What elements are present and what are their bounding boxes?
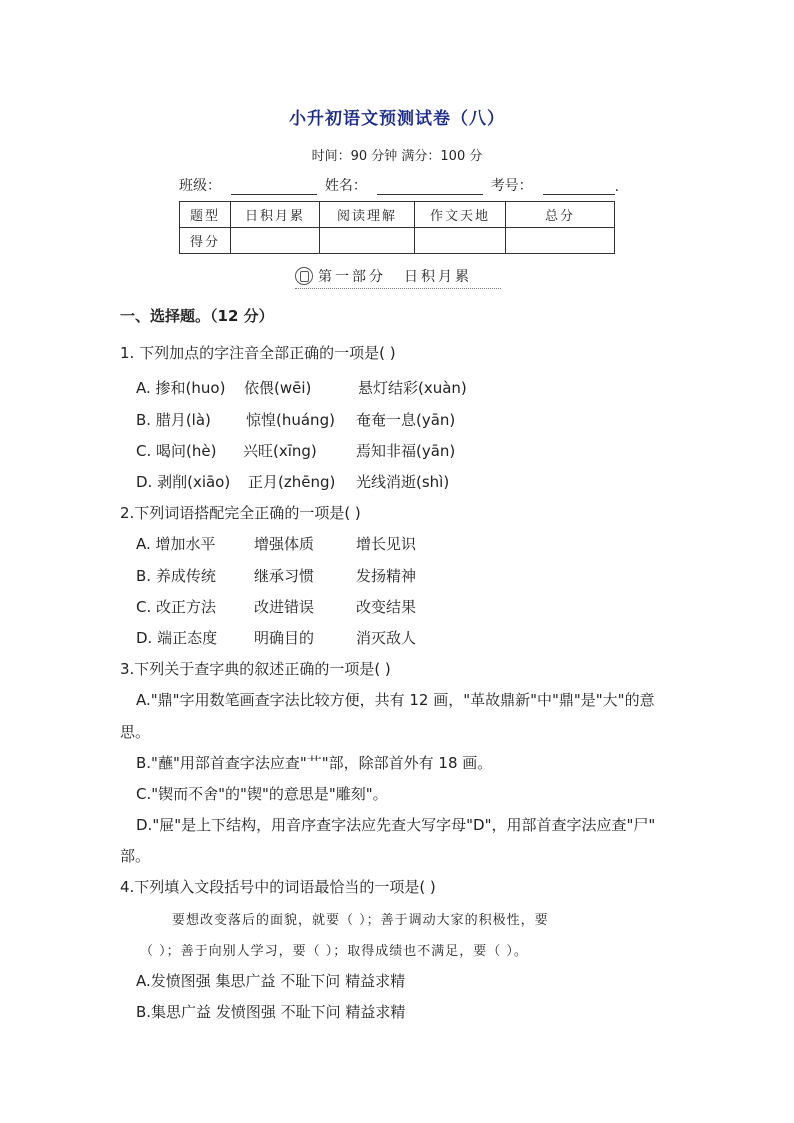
- part-number: 第一部分: [318, 268, 386, 285]
- exam-title: 小升初语文预测试卷（八）: [289, 109, 505, 129]
- name-label: 姓名：: [324, 178, 367, 194]
- q2-option-d: [136, 627, 416, 648]
- score-header-cell: 作文天地: [415, 202, 506, 228]
- end-mark: .: [614, 179, 620, 195]
- option-text: B. 腊月(là): [136, 411, 211, 429]
- student-info-line: [179, 175, 619, 195]
- option-text: 兴旺(xīng): [243, 442, 317, 460]
- q3-option-a-line2: 思。: [120, 723, 151, 741]
- option-text: 消灭敌人: [356, 629, 417, 647]
- q3-option-d-line1: D."屉"是上下结构，用音序查字法应先查大写字母"D"，用部首查字法应查"尸": [136, 816, 656, 834]
- q2-option-a: [136, 533, 416, 554]
- option-text: 悬灯结彩(xuàn): [358, 379, 467, 397]
- q4-option-a: A.发愤图强 集思广益 不耻下问 精益求精: [136, 972, 406, 990]
- q1-option-c: [136, 440, 455, 461]
- option-text: 依偎(wēi): [244, 379, 312, 397]
- score-cell[interactable]: [320, 228, 415, 254]
- book-badge-icon: [295, 267, 313, 285]
- option-text: C. 喝问(hè): [136, 442, 217, 460]
- q4-passage-line1: 要想改变落后的面貌，就要（ ）；善于调动大家的积极性，要: [172, 913, 549, 928]
- option-text: B. 养成传统: [136, 567, 216, 585]
- score-cell[interactable]: [415, 228, 506, 254]
- option-text: D. 端正态度: [136, 629, 218, 647]
- class-label: 班级：: [179, 178, 221, 194]
- option-text: 焉知非福(yān): [356, 442, 456, 460]
- score-header-cell: 阅读理解: [320, 202, 415, 228]
- q1-option-b: [136, 409, 455, 430]
- q2-option-b: [136, 565, 416, 586]
- option-text: 惊惶(huáng): [246, 411, 335, 429]
- option-text: 改变结果: [356, 598, 417, 616]
- option-text: 明确目的: [254, 629, 315, 647]
- q3-stem: 3.下列关于查字典的叙述正确的一项是( ): [120, 660, 391, 678]
- score-cell[interactable]: [231, 228, 320, 254]
- option-text: C. 改正方法: [136, 598, 217, 616]
- score-table-score-row: [180, 228, 615, 254]
- q3-option-d-line2: 部。: [120, 847, 151, 865]
- option-text: 增强体质: [254, 535, 315, 553]
- class-blank[interactable]: [231, 180, 317, 195]
- section-heading: 一、选择题。（12 分）: [120, 307, 274, 325]
- option-text: 发扬精神: [356, 567, 417, 585]
- option-text: 光线消逝(shì): [356, 473, 450, 491]
- option-text: D. 剥削(xiāo): [136, 473, 231, 491]
- option-text: A. 增加水平: [136, 535, 216, 553]
- q4-option-b: B.集思广益 发愤图强 不耻下问 精益求精: [136, 1003, 406, 1021]
- option-text: 奄奄一息(yān): [356, 411, 456, 429]
- option-text: 增长见识: [356, 535, 417, 553]
- option-text: 改进错误: [254, 598, 315, 616]
- q1-stem: 1. 下列加点的字注音全部正确的一项是( ): [120, 344, 396, 362]
- score-table-header-row: [180, 202, 615, 228]
- id-label: 考号：: [490, 178, 533, 194]
- exam-time-score: 时间：90 分钟 满分：100 分: [311, 149, 483, 164]
- score-header-cell: 总分: [506, 202, 615, 228]
- name-blank[interactable]: [377, 180, 483, 195]
- score-row-label: 得分: [180, 228, 231, 254]
- q3-option-c: C."锲而不舍"的"锲"的意思是"雕刻"。: [136, 785, 388, 803]
- q2-option-c: [136, 596, 416, 617]
- q4-passage-line2: （ ）；善于向别人学习，要（ ）；取得成绩也不满足，要（ ）。: [140, 944, 528, 959]
- q2-stem: 2.下列词语搭配完全正确的一项是( ): [120, 504, 361, 522]
- q4-stem: 4.下列填入文段括号中的词语最恰当的一项是( ): [120, 878, 436, 896]
- option-text: A. 掺和(huo): [136, 379, 226, 397]
- score-header-cell: 题型: [180, 202, 231, 228]
- option-text: 继承习惯: [254, 567, 315, 585]
- q3-option-a-line1: A."鼎"字用数笔画查字法比较方便，共有 12 画，"革故鼎新"中"鼎"是"大"的意: [136, 691, 655, 709]
- score-cell[interactable]: [506, 228, 615, 254]
- score-header-cell: 日积月累: [231, 202, 320, 228]
- part-heading: [295, 263, 501, 289]
- score-table: [179, 201, 615, 254]
- q1-option-d: [136, 471, 449, 492]
- q3-option-b: B."蘸"用部首查字法应查"艹"部，除部首外有 18 画。: [136, 754, 493, 772]
- part-name: 日积月累: [404, 268, 472, 285]
- q1-option-a: [136, 377, 467, 398]
- id-blank[interactable]: [543, 180, 615, 195]
- option-text: 正月(zhēng): [248, 473, 336, 491]
